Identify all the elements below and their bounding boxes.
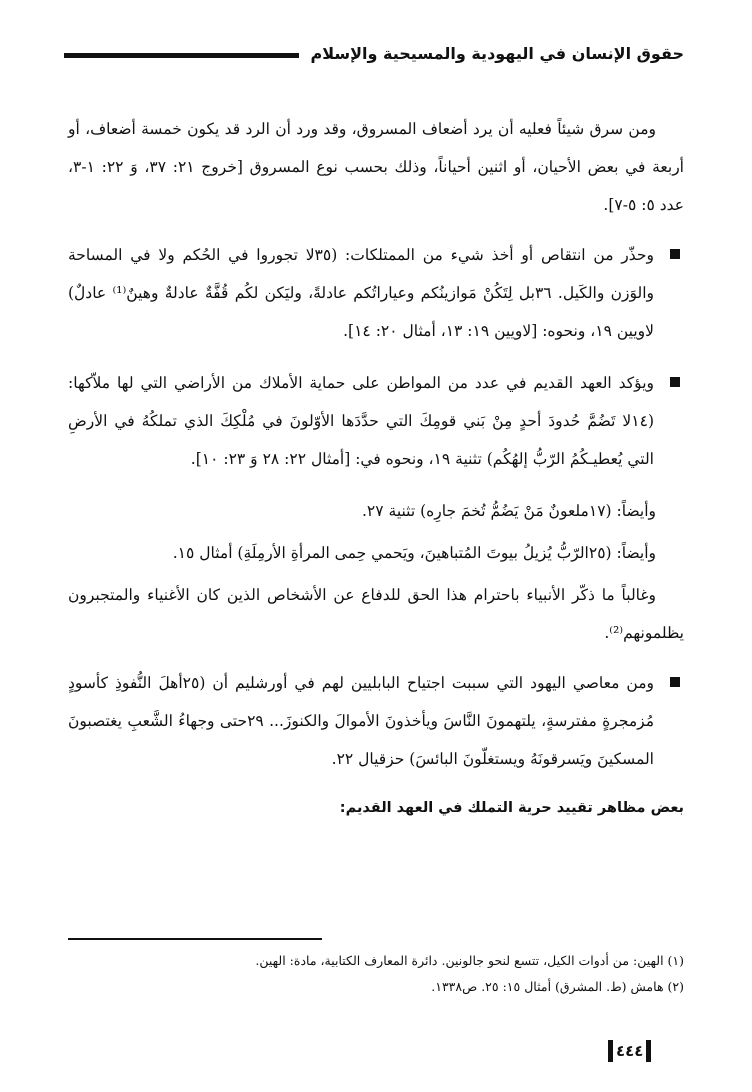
square-bullet-icon [670,677,680,687]
page-number [608,1040,668,1062]
bullet-text-measures: وحذّر من انتقاص أو أخذ شيء من الممتلكات: (٣٥لا تجوروا في الحُكم ولا في المساحة والوَزن والكَيل. ٣٦بل لِتَكُنْ مَوازينُكم وعياراتُكم عادلةً، وليَكن لكُم قُفَّةٌ عادلةٌ وهينٌ⁽¹⁾ عادلٌ) لاويين ١٩، ونحوه: [لاويين ١٩: ١٣، أمثال ٢٠: ١٤]. [68,246,654,340]
paragraph-prophets: وغالباً ما ذكّر الأنبياء باحترام هذا الحق للدفاع عن الأشخاص الذين كان الأغنياء والمتجبرون يظلمونهم⁽²⁾. [68,586,684,642]
main-text [68,110,684,824]
square-bullet-icon [670,249,680,259]
footnote-2: (٢) هامش (ط. المشرق) أمثال ١٥: ٢٥. ص١٣٣٨. [431,979,684,994]
header-title: حقوق الإنسان في اليهودية والمسيحية والإسلام [310,43,684,63]
page-number-text: ٤٤٤ [616,1042,644,1060]
paragraph-theft-restitution: ومن سرق شيئاً فعليه أن يرد أضعاف المسروق، وقد ورد أن الرد قد يكون خمسة أضعاف، أو أربعة في بعض الأحيان، أو اثنين أحياناً، وذلك بحسب نوع المسروق [خروج ٢١: ٣٧، وَ ٢٢: ١-٣، عدد ٥: ٥-٧]. [68,120,684,214]
bullet-item [68,364,684,478]
section-heading: بعض مظاهر تقييد حرية التملك في العهد القديم: [339,800,684,816]
running-header [64,38,684,68]
bullet-item [68,236,684,350]
paragraph-proverbs-quote: وأيضاً: (٢٥الرّبُّ يُزيلُ بيوتَ المُتباهينَ، ويَحمي حِمى المرأةِ الأرمِلَةِ) أمثال ١٥. [172,544,656,562]
footnotes [68,948,684,1000]
paragraph-deuteronomy-quote: وأيضاً: (١٧ملعونٌ مَنْ يَضُمُّ تُخمَ جارِه) تثنية ٢٧. [361,502,656,520]
footnote-1: (١) الهين: من أدوات الكيل، تتسع لنحو جالونين. دائرة المعارف الكتابية، مادة: الهين. [255,953,684,968]
footnote-separator [68,938,322,940]
bullet-item [68,664,684,778]
page-number-bar-right [646,1040,651,1062]
square-bullet-icon [670,377,680,387]
bullet-text-ezekiel: ومن معاصي اليهود التي سببت اجتياح البابليين لهم في أورشليم أن (٢٥أهلَ النُّفوذِ كأسودٍ مُزمجرةٍ مفترسةٍ، يلتهمونَ النَّاسَ ويأخذونَ الأموالَ والكنوزَ... ٢٩حتى وجهاءُ الشَّعبِ يغتصبونَ المسكينَ ويَسرقونَهُ ويستغلّونَ البائسَ) حزقيال ٢٢. [68,674,655,768]
bullet-text-boundaries: ويؤكد العهد القديم في عدد من المواطن على حماية الأملاك من الأراضي التي لها ملاّكها: (١٤لا تَضُمَّ حُدودَ أحدٍ مِنْ بَني قومِكَ التي حدَّدَها الأوّلونَ في مُلْكِكَ الذي تملكُهُ في الأرضِ التي يُعطيـكُمُ الرّبُّ إلهُكُم) تثنية ١٩، ونحوه في: [أمثال ٢٢: ٢٨ وَ ٢٣: ١٠]. [68,374,654,468]
header-rule [64,53,299,58]
